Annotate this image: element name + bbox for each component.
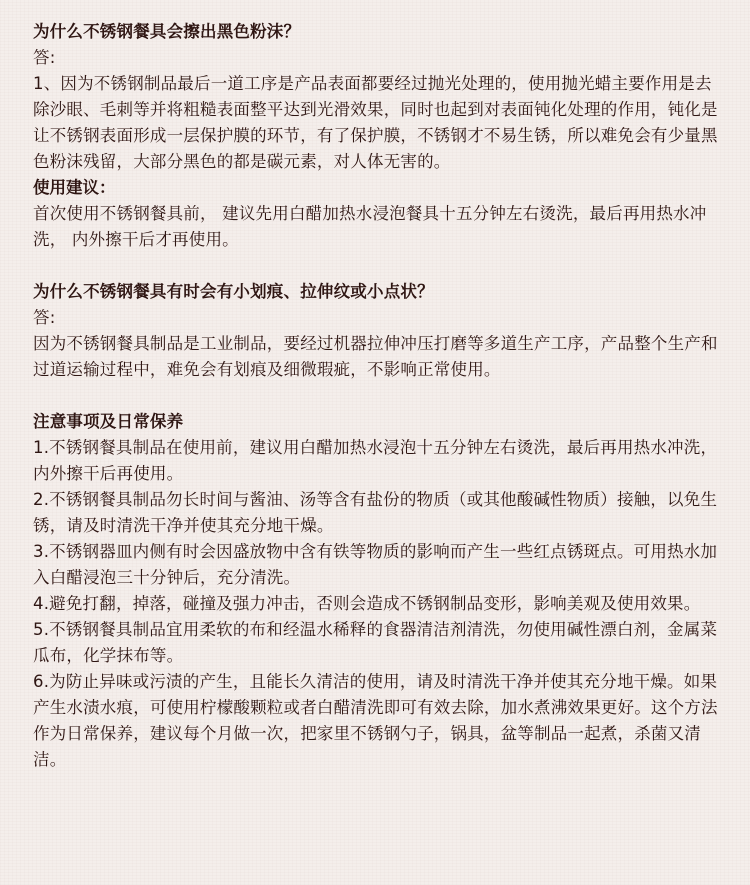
care-item: 6.为防止异味或污渍的产生，且能长久清洁的使用，请及时清洗干净并使其充分地干燥。如果产生水渍水痕，可使用柠檬酸颗粒或者白醋清洗即可有效去除，加水煮沸效果更好。这个方法作为日常保养，建议每个月做一次，把家里不锈钢勺子，锅具，盆等制品一起煮，杀菌又清洁。 [33, 672, 718, 769]
answer-label: 答: [33, 308, 56, 327]
question-heading: 为什么不锈钢餐具有时会有小划痕、拉伸纹或小点状？ [33, 282, 434, 301]
answer-text: 1、因为不锈钢制品最后一道工序是产品表面都要经过抛光处理的，使用抛光蜡主要作用是去除沙眼、毛刺等并将粗糙表面整平达到光滑效果，同时也起到对表面钝化处理的作用，钝化是让不锈钢表面形成一层保护膜的环节，有了保护膜，不锈钢才不易生锈，所以难免会有少量黑色粉沫残留，大部分黑色的都是碳元素，对人体无害的。 [33, 74, 718, 171]
question-heading: 为什么不锈钢餐具会擦出黑色粉沫？ [33, 22, 301, 41]
care-instructions [33, 409, 722, 773]
answer-text: 因为不锈钢餐具制品是工业制品，要经过机器拉伸冲压打磨等多道生产工序，产品整个生产和过道运输过程中，难免会有划痕及细微瑕疵，不影响正常使用。 [33, 334, 718, 379]
care-item: 1.不锈钢餐具制品在使用前，建议用白醋加热水浸泡十五分钟左右烫洗，最后再用热水冲洗， 内外擦干后再使用。 [33, 438, 718, 483]
faq-scratches [33, 279, 722, 383]
faq-black-powder [33, 19, 722, 253]
care-item: 5.不锈钢餐具制品宜用柔软的布和经温水稀释的食器清洁剂清洗，勿使用碱性漂白剂，金属菜瓜布，化学抹布等。 [33, 620, 718, 665]
advice-text: 首次使用不锈钢餐具前， 建议先用白醋加热水浸泡餐具十五分钟左右烫洗，最后再用热水冲洗， 内外擦干后才再使用。 [33, 204, 707, 249]
answer-label: 答: [33, 48, 56, 67]
care-item: 3.不锈钢器皿内侧有时会因盛放物中含有铁等物质的影响而产生一些红点锈斑点。可用热水加入白醋浸泡三十分钟后，充分清洗。 [33, 542, 718, 587]
advice-title: 使用建议： [33, 178, 116, 197]
care-title: 注意事项及日常保养 [33, 412, 184, 431]
care-item: 2.不锈钢餐具制品勿长时间与酱油、汤等含有盐份的物质（或其他酸碱性物质）接触，以免生锈，请及时清洗干净并使其充分地干燥。 [33, 490, 718, 535]
care-item: 4.避免打翻，掉落，碰撞及强力冲击，否则会造成不锈钢制品变形，影响美观及使用效果。 [33, 594, 701, 613]
